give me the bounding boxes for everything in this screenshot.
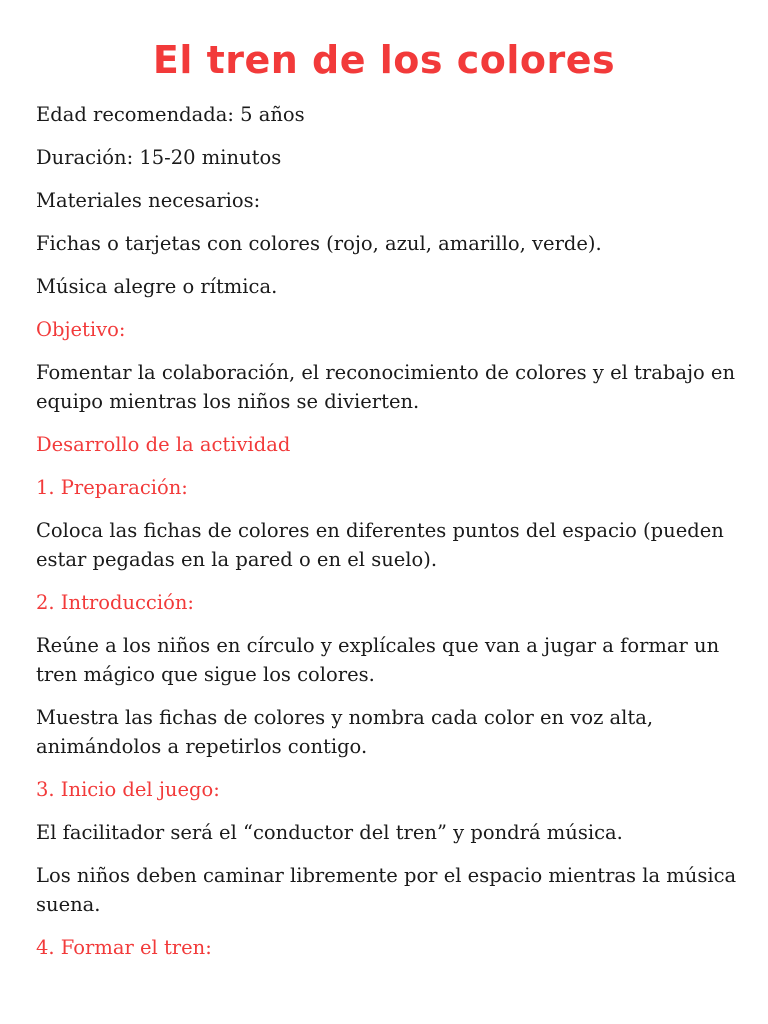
objetivo-heading: Objetivo:	[36, 318, 126, 341]
materiales-item-2: Música alegre o rítmica.	[36, 275, 278, 298]
page-title: El tren de los colores	[152, 38, 616, 82]
duracion-line: Duración: 15-20 minutos	[36, 146, 282, 169]
step1-text: Coloca las fichas de colores en diferentes puntos del espacio (pueden estar pegadas en la pared o en el suelo).	[36, 519, 724, 571]
step2-heading: 2. Introducción:	[36, 591, 194, 614]
edad-line: Edad recomendada: 5 años	[36, 103, 305, 126]
materiales-item-1: Fichas o tarjetas con colores (rojo, azul, amarillo, verde).	[36, 232, 602, 255]
step3-heading: 3. Inicio del juego:	[36, 778, 220, 801]
desarrollo-heading: Desarrollo de la actividad	[36, 433, 291, 456]
step2-text-1: Reúne a los niños en círculo y explícales que van a jugar a formar un tren mágico que sigue los colores.	[36, 634, 720, 686]
step2-text-2: Muestra las fichas de colores y nombra cada color en voz alta, animándolos a repetirlos contigo.	[36, 706, 654, 758]
step3-text-2: Los niños deben caminar libremente por el espacio mientras la música suena.	[36, 864, 737, 916]
step3-text-1: El facilitador será el “conductor del tren” y pondrá música.	[36, 821, 623, 844]
step4-heading: 4. Formar el tren:	[36, 936, 212, 959]
objetivo-text: Fomentar la colaboración, el reconocimiento de colores y el trabajo en equipo mientras los niños se divierten.	[36, 361, 736, 413]
materiales-heading: Materiales necesarios:	[36, 189, 261, 212]
document-body	[36, 100, 746, 976]
step1-heading: 1. Preparación:	[36, 476, 188, 499]
